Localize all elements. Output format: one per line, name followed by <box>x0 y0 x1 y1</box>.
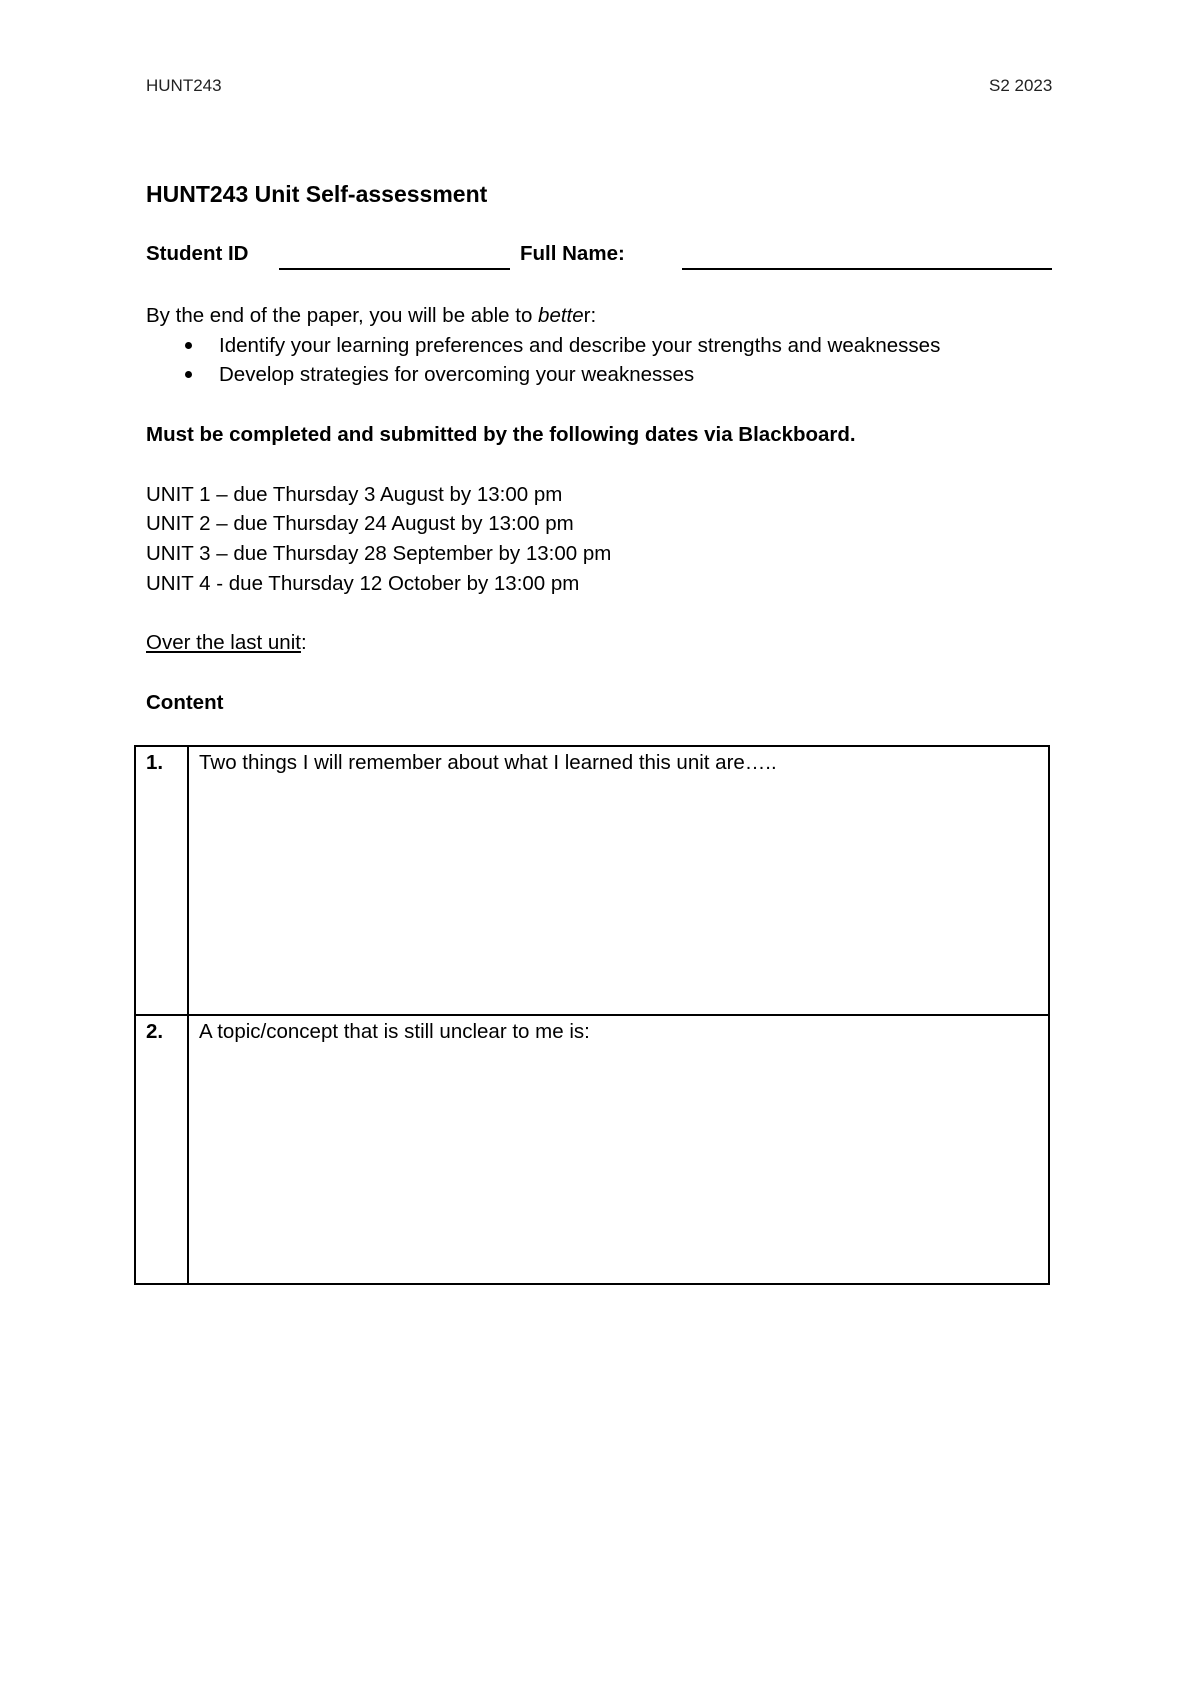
full-name-label: Full Name: <box>520 242 625 265</box>
objectives-intro-text: By the end of the paper, you will be able to <box>146 304 539 327</box>
submission-notice: Must be completed and submitted by the following dates via Blackboard. <box>146 423 856 446</box>
full-name-field[interactable] <box>682 268 1052 270</box>
bullet-icon <box>185 342 192 349</box>
objectives-intro-end: r: <box>583 304 597 327</box>
objectives-intro <box>146 302 596 330</box>
bullet-icon <box>185 371 192 378</box>
objective-item: Develop strategies for overcoming your weaknesses <box>219 363 695 386</box>
question-row-1 <box>135 746 1049 1015</box>
question-answer-cell-2[interactable] <box>188 1015 1049 1284</box>
question-prompt-2: A topic/concept that is still unclear to me is: <box>199 1020 590 1043</box>
question-number-1: 1. <box>135 746 188 1015</box>
section-heading-content: Content <box>146 691 224 714</box>
header-semester: S2 2023 <box>989 76 1053 95</box>
question-prompt-1: Two things I will remember about what I learned this unit are….. <box>199 751 777 774</box>
page-title: HUNT243 Unit Self-assessment <box>146 181 488 207</box>
over-last-unit-colon: : <box>300 631 307 654</box>
question-answer-cell-1[interactable] <box>188 746 1049 1015</box>
objective-item: Identify your learning preferences and describe your strengths and weaknesses <box>219 334 941 357</box>
student-id-label: Student ID <box>146 242 249 265</box>
over-last-unit-label <box>146 629 307 657</box>
question-number-2: 2. <box>135 1015 188 1284</box>
student-id-field[interactable] <box>279 268 510 270</box>
question-table <box>134 745 1050 1285</box>
header-course-code: HUNT243 <box>146 76 222 95</box>
due-date-unit-2: UNIT 2 – due Thursday 24 August by 13:00 pm <box>146 512 574 535</box>
over-last-unit-text: Over the last unit <box>146 631 301 654</box>
due-date-unit-1: UNIT 1 – due Thursday 3 August by 13:00 pm <box>146 483 563 506</box>
due-date-unit-3: UNIT 3 – due Thursday 28 September by 13:00 pm <box>146 542 612 565</box>
due-date-unit-4: UNIT 4 - due Thursday 12 October by 13:00 pm <box>146 572 580 595</box>
objectives-intro-italic: bette <box>538 304 584 327</box>
question-row-2 <box>135 1015 1049 1284</box>
